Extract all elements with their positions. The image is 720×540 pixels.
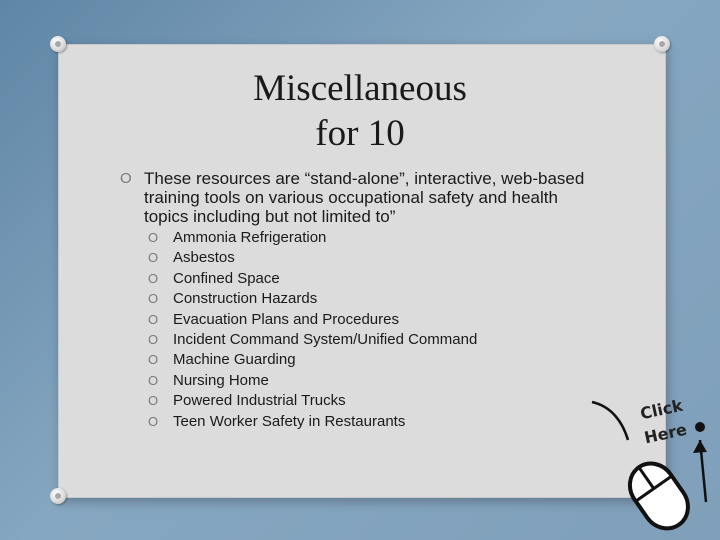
intro-text: These resources are “stand-alone”, interactive, web-based training tools on various occupational safety and health topics including but not limited to” — [144, 169, 585, 226]
list-item — [148, 248, 477, 268]
bullet-marker: O — [148, 250, 159, 266]
topic-label: Nursing Home — [173, 371, 269, 389]
bullet-marker: O — [148, 331, 159, 347]
topic-label: Evacuation Plans and Procedures — [173, 310, 399, 328]
bullet-marker: O — [120, 170, 132, 187]
bullet-marker: O — [148, 352, 159, 368]
list-item — [148, 391, 477, 411]
list-item — [148, 269, 477, 289]
list-item — [148, 310, 477, 330]
topic-label: Machine Guarding — [173, 351, 296, 369]
intro-bullet — [120, 169, 600, 226]
list-item — [148, 371, 477, 391]
list-item — [148, 289, 477, 309]
list-item — [148, 330, 477, 350]
bullet-marker: O — [148, 372, 159, 388]
slide-title-line-1: Miscellaneous — [253, 68, 467, 109]
topic-label: Ammonia Refrigeration — [173, 229, 327, 246]
topic-label: Construction Hazards — [173, 290, 318, 308]
click-here-line-1: Click — [638, 395, 685, 424]
mouse-icon — [590, 390, 716, 538]
topic-label: Incident Command System/Unified Command — [173, 330, 478, 348]
list-item — [148, 350, 477, 370]
topic-label: Powered Industrial Trucks — [173, 392, 346, 410]
topic-label: Teen Worker Safety in Restaurants — [173, 412, 406, 430]
slide-title-line-2: for 10 — [315, 113, 405, 154]
list-item — [148, 228, 477, 248]
click-here-button[interactable] — [590, 390, 716, 538]
slide-title — [0, 66, 720, 156]
click-here-line-2: Here — [642, 419, 689, 448]
topic-label: Confined Space — [173, 269, 280, 287]
topic-list — [148, 228, 477, 432]
list-item — [148, 412, 477, 432]
pin-icon-top-left — [50, 36, 66, 52]
bullet-marker: O — [148, 230, 159, 245]
pin-icon-bottom-left — [50, 488, 66, 504]
bullet-marker: O — [148, 270, 159, 286]
bullet-marker: O — [148, 413, 159, 429]
bullet-marker: O — [148, 393, 159, 409]
bullet-marker: O — [148, 291, 159, 307]
pin-icon-top-right — [654, 36, 670, 52]
topic-label: Asbestos — [173, 249, 235, 267]
bullet-marker: O — [148, 311, 159, 327]
